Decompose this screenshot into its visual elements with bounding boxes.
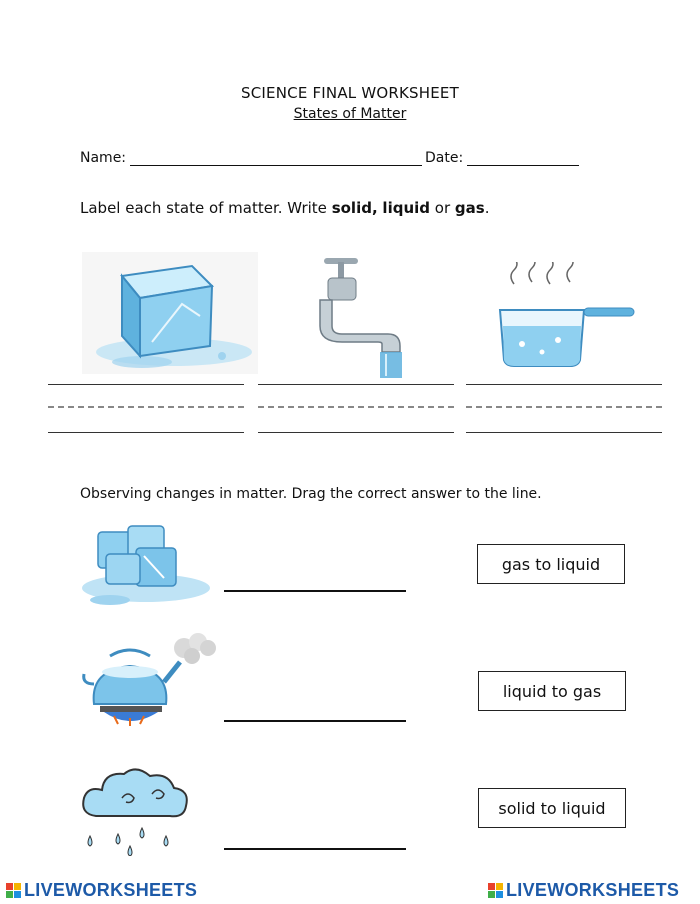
drop-line-rain[interactable] <box>224 848 406 850</box>
section2-instruction: Observing changes in matter. Drag the correct answer to the line. <box>80 486 542 502</box>
melting-ice-icon <box>80 518 214 610</box>
answer-line-gas[interactable] <box>466 382 662 434</box>
faucet-icon <box>302 252 412 378</box>
liveworksheets-logo-right: LIVEWORKSHEETS <box>488 880 679 901</box>
boiling-pot-icon <box>492 262 638 374</box>
choice-liquid-to-gas[interactable]: liquid to gas <box>478 671 626 711</box>
rain-cloud-icon <box>78 764 194 856</box>
date-label: Date: <box>425 150 464 166</box>
name-label: Name: <box>80 150 127 166</box>
ice-cube-icon <box>82 252 258 374</box>
name-date-row <box>80 150 582 166</box>
worksheet-subtitle: States of Matter <box>293 106 407 122</box>
answer-line-solid[interactable] <box>48 382 244 434</box>
drop-line-melting[interactable] <box>224 590 406 592</box>
boiling-kettle-icon <box>80 626 220 732</box>
choice-solid-to-liquid[interactable]: solid to liquid <box>478 788 626 828</box>
worksheet-title: SCIENCE FINAL WORKSHEET <box>241 84 459 102</box>
date-field[interactable] <box>467 151 579 166</box>
section1-instruction: Label each state of matter. Write solid, liquid or gas. <box>80 199 490 217</box>
liveworksheets-mark-icon <box>488 883 503 898</box>
liveworksheets-logo-left: LIVEWORKSHEETS <box>6 880 197 901</box>
name-field[interactable] <box>130 151 422 166</box>
drop-line-boiling[interactable] <box>224 720 406 722</box>
answer-line-liquid[interactable] <box>258 382 454 434</box>
liveworksheets-mark-icon <box>6 883 21 898</box>
choice-gas-to-liquid[interactable]: gas to liquid <box>477 544 625 584</box>
